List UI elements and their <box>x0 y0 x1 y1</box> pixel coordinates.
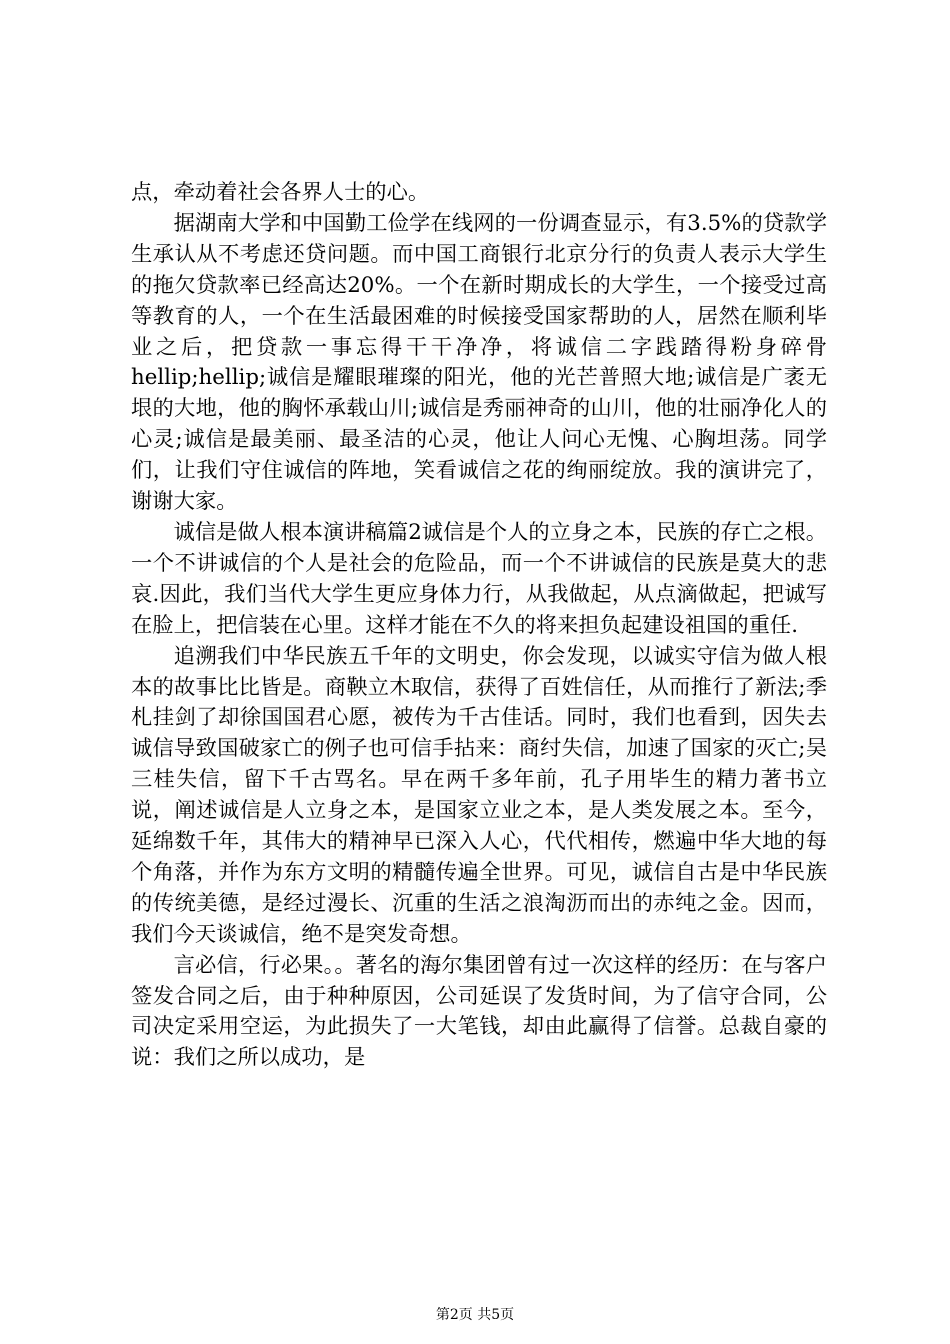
paragraph-survey: 据湖南大学和中国勤工俭学在线网的一份调查显示，有3.5%的贷款学生承认从不考虑还贷问题。而中国工商银行北京分行的负责人表示大学生的拖欠贷款率已经高达20%。一个在新时期成长的大学生，一个接受过高等教育的人，一个在生活最困难的时候接受国家帮助的人，居然在顺利毕业之后，把贷款一事忘得干干净净，将诚信二字践踏得粉身碎骨hellip;hellip;诚信是耀眼璀璨的阳光，他的光芒普照大地;诚信是广袤无垠的大地，他的胸怀承载山川;诚信是秀丽神奇的山川，他的壮丽净化人的心灵;诚信是最美丽、最圣洁的心灵，他让人问心无愧、心胸坦荡。同学们，让我们守住诚信的阵地，笑看诚信之花的绚丽绽放。我的演讲完了，谢谢大家。 <box>131 210 827 515</box>
page-footer: 第2页 共5页 <box>435 1307 515 1323</box>
paragraph-continuation: 点，牵动着社会各界人士的心。 <box>131 180 430 205</box>
paragraph-speech-2-intro: 诚信是做人根本演讲稿篇2诚信是个人的立身之本，民族的存亡之根。一个不讲诚信的个人是社会的危险品，而一个不讲诚信的民族是莫大的悲哀.因此，我们当代大学生更应身体力行，从我做起，从点滴做起，把诚写在脸上，把信装在心里。这样才能在不久的将来担负起建设祖国的重任. <box>131 519 827 638</box>
paragraph-history: 追溯我们中华民族五千年的文明史，你会发现，以诚实守信为做人根本的故事比比皆是。商鞅立木取信，获得了百姓信任，从而推行了新法;季札挂剑了却徐国国君心愿，被传为千古佳话。同时，我们也看到，因失去诚信导致国破家亡的例子也可信手拈来：商纣失信，加速了国家的灭亡;吴三桂失信，留下千古骂名。早在两千多年前，孔子用毕生的精力著书立说，阐述诚信是人立身之本，是国家立业之本，是人类发展之本。至今，延绵数千年，其伟大的精神早已深入人心，代代相传，燃遍中华大地的每个角落，并作为东方文明的精髓传遍全世界。可见，诚信自古是中华民族的传统美德，是经过漫长、沉重的生活之浪淘沥而出的赤纯之金。因而，我们今天谈诚信，绝不是突发奇想。 <box>131 643 827 947</box>
document-body <box>131 178 827 1074</box>
paragraph-haier: 言必信，行必果。。著名的海尔集团曾有过一次这样的经历：在与客户签发合同之后，由于种种原因，公司延误了发货时间，为了信守合同，公司决定采用空运，为此损失了一大笔钱，却由此赢得了信誉。总裁自豪的说：我们之所以成功，是 <box>131 952 827 1071</box>
